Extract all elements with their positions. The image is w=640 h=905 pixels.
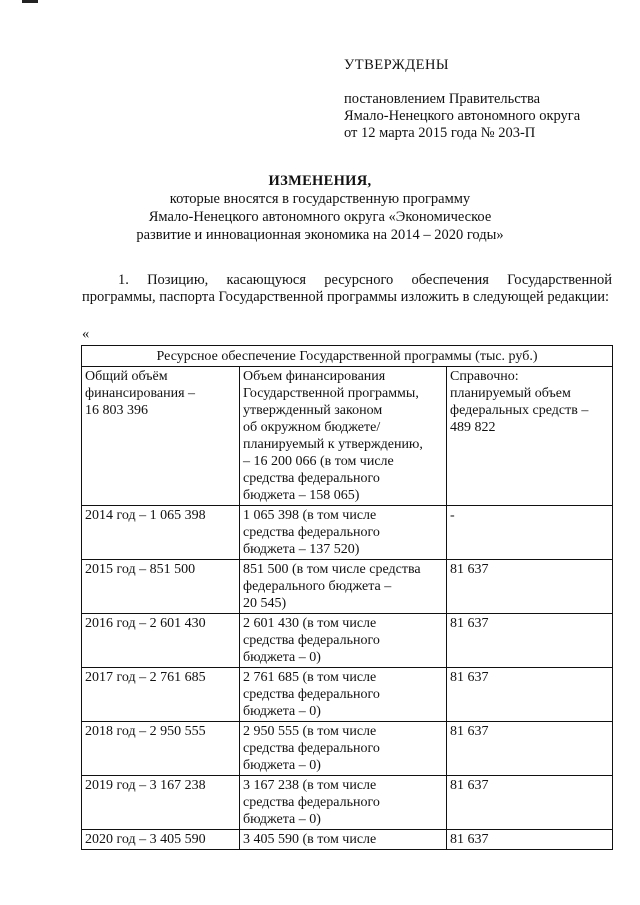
document-heading: [0, 172, 640, 244]
approval-line-3: от 12 марта 2015 года № 203-П: [344, 125, 536, 141]
table-row: [82, 506, 613, 560]
row-federal-amount: 81 637: [447, 560, 613, 614]
row-year-total: 2016 год – 2 601 430: [82, 614, 240, 668]
row-year-total: 2019 год – 3 167 238: [82, 776, 240, 830]
approval-stamp-title: УТВЕРЖДЕНЫ: [344, 57, 450, 73]
row-program-amount: 851 500 (в том числе средства федерального бюджета – 20 545): [240, 560, 447, 614]
row-year-total: 2015 год – 851 500: [82, 560, 240, 614]
table-header-row: [82, 367, 613, 506]
document-subtitle-line-2: Ямало-Ненецкого автономного округа «Экономическое: [148, 209, 492, 225]
row-federal-amount: 81 637: [447, 614, 613, 668]
row-program-amount: 2 601 430 (в том числе средства федерального бюджета – 0): [240, 614, 447, 668]
row-federal-amount: 81 637: [447, 668, 613, 722]
approval-line-2: Ямало-Ненецкого автономного округа: [344, 108, 581, 124]
document-subtitle-line-1: которые вносятся в государственную программу: [169, 191, 471, 207]
document-title: ИЗМЕНЕНИЯ,: [268, 173, 372, 189]
table-row: [82, 560, 613, 614]
row-federal-amount: 81 637: [447, 722, 613, 776]
table-row: [82, 830, 613, 850]
table-row: [82, 722, 613, 776]
document-subtitle-line-3: развитие и инновационная экономика на 2014 – 2020 годы»: [136, 227, 504, 243]
row-program-amount: 2 950 555 (в том числе средства федерального бюджета – 0): [240, 722, 447, 776]
row-program-amount: 3 405 590 (в том числе: [240, 830, 447, 850]
row-program-amount: 3 167 238 (в том числе средства федерального бюджета – 0): [240, 776, 447, 830]
row-year-total: 2020 год – 3 405 590: [82, 830, 240, 850]
header-total-financing: Общий объём финансирования – 16 803 396: [82, 367, 240, 506]
approval-line-1: постановлением Правительства: [344, 91, 541, 107]
table-title: Ресурсное обеспечение Государственной программы (тыс. руб.): [82, 346, 613, 367]
row-program-amount: 1 065 398 (в том числе средства федерального бюджета – 137 520): [240, 506, 447, 560]
opening-quote-mark: «: [82, 326, 90, 342]
table-row: [82, 614, 613, 668]
approval-block: [344, 57, 624, 142]
table-row: [82, 776, 613, 830]
table-row: [82, 668, 613, 722]
resource-table-container: [81, 345, 612, 850]
body-paragraph: 1. Позицию, касающуюся ресурсного обеспечения Государственной программы, паспорта Государственной программы изложить в следующей редакции:: [82, 272, 612, 305]
row-federal-amount: 81 637: [447, 776, 613, 830]
scan-corner-mark: [22, 0, 38, 3]
header-federal-reference: Справочно: планируемый объем федеральных средств – 489 822: [447, 367, 613, 506]
row-year-total: 2017 год – 2 761 685: [82, 668, 240, 722]
row-program-amount: 2 761 685 (в том числе средства федерального бюджета – 0): [240, 668, 447, 722]
header-program-financing: Объем финансирования Государственной программы, утвержденный законом об окружном бюджете/ планируемый к утверждению, – 16 200 066 (в том числе средства федерального бюджета – 158 065): [240, 367, 447, 506]
row-federal-amount: -: [447, 506, 613, 560]
row-year-total: 2014 год – 1 065 398: [82, 506, 240, 560]
row-federal-amount: 81 637: [447, 830, 613, 850]
row-year-total: 2018 год – 2 950 555: [82, 722, 240, 776]
table-title-row: [82, 346, 613, 367]
resource-table: [81, 345, 613, 850]
